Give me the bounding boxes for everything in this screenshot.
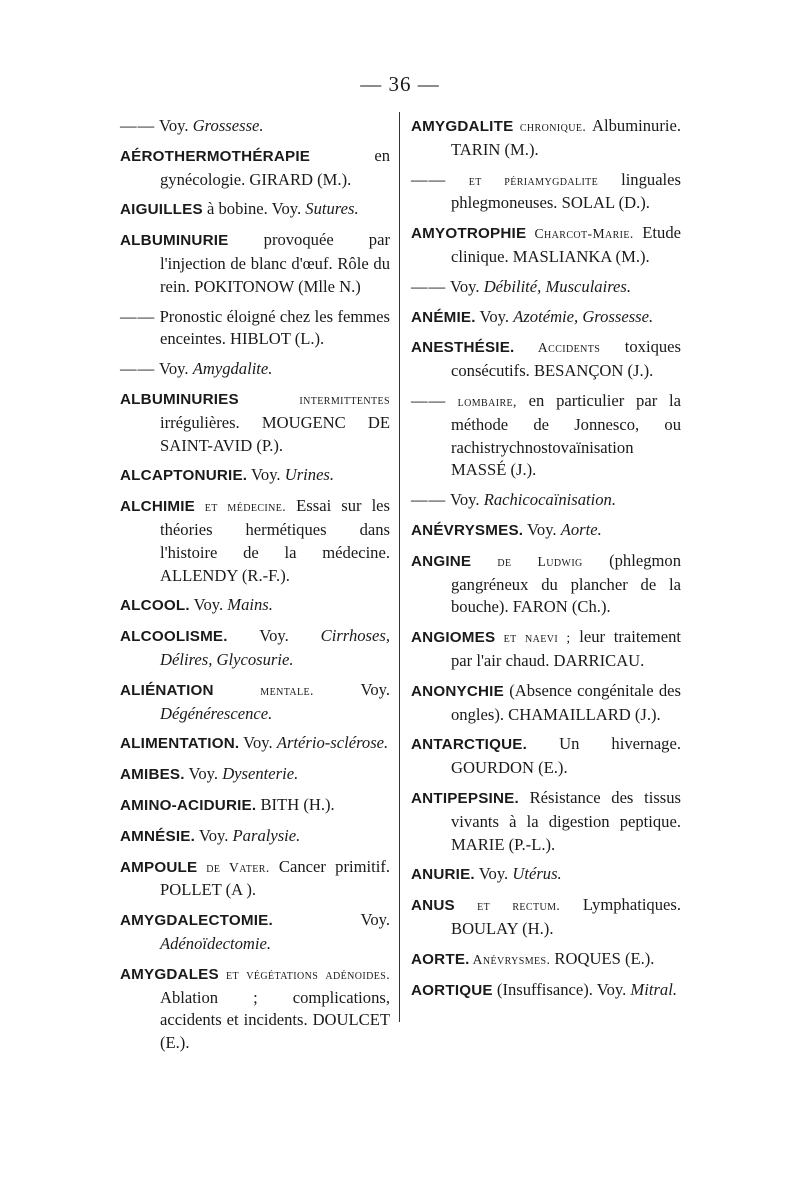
index-entry: [411, 680, 681, 727]
entry-qualifier: intermittentes: [238, 391, 390, 407]
index-entry: [120, 198, 390, 222]
index-entry: [120, 229, 390, 298]
entry-heading: ALIÉNATION: [120, 681, 214, 699]
entry-text: Voy.: [475, 306, 514, 326]
entry-heading: ALCAPTONURIE.: [120, 467, 248, 485]
entry-heading: ANTARCTIQUE.: [411, 736, 528, 754]
index-entry: [120, 763, 390, 787]
entry-heading: AMINO-ACIDURIE.: [120, 796, 257, 814]
entry-heading: ANGIOMES: [411, 629, 496, 647]
index-entry: [411, 169, 681, 216]
entry-text: Pronostic éloigné chez les femmes enceintes. HIBLOT (L.).: [155, 306, 390, 349]
entry-text: ROQUES (E.).: [550, 948, 655, 968]
entry-text: (phlegmon gangréneux du plancher de la bouche). FARON (Ch.).: [451, 550, 681, 617]
entry-text: Voy.: [189, 595, 228, 615]
index-entry: [120, 963, 390, 1055]
entry-heading: ALBUMINURIES: [120, 390, 239, 408]
entry-heading: ANÉVRYSMES.: [411, 521, 524, 539]
entry-heading: ALBUMINURIE: [120, 232, 229, 250]
entry-heading: ALIMENTATION.: [120, 735, 240, 753]
entry-text: Voy.: [247, 465, 285, 485]
entry-text: BITH (H.).: [256, 794, 335, 814]
entry-qualifier: Accidents: [514, 340, 601, 356]
index-entry: [411, 626, 681, 673]
entry-text: Albuminurie. TARIN (M.).: [451, 116, 681, 159]
entry-text: Voy.: [474, 864, 513, 884]
index-entry: [411, 306, 681, 330]
index-entry: [411, 390, 681, 482]
entry-dash: ——: [120, 116, 156, 135]
index-entry: [120, 388, 390, 457]
entry-heading: ANESTHÉSIE.: [411, 339, 515, 357]
entry-qualifier: et naevi ;: [495, 630, 571, 646]
entry-text: leur traitement par l'air chaud. DARRICAU.: [451, 627, 681, 670]
entry-see-also: Grossesse.: [192, 116, 264, 135]
entry-heading: ANUS: [411, 897, 455, 915]
entry-see-also: Utérus.: [512, 864, 562, 884]
entry-text: irrégulières. MOUGENC DE SAINT-AVID (P.).: [160, 412, 390, 455]
entry-heading: AMYGDALES: [120, 965, 219, 983]
index-entry: [120, 306, 390, 352]
entry-see-also: Azotémie, Grossesse.: [513, 306, 654, 326]
index-entry: [120, 679, 390, 726]
index-entry: [411, 336, 681, 383]
column-divider: [399, 112, 400, 1022]
entry-qualifier: et rectum.: [454, 898, 561, 914]
entry-text: Voy.: [239, 733, 277, 753]
index-entry: [411, 550, 681, 619]
entry-text: Voy.: [523, 519, 561, 539]
entry-see-also: Débilité, Musculaires.: [483, 276, 632, 296]
entry-dash: ——: [411, 490, 447, 510]
entry-qualifier: chronique.: [513, 119, 587, 134]
entry-heading: AIGUILLES: [120, 201, 203, 219]
entry-text: Essai sur les théories hermétiques dans l'histoire de la médecine. ALLENDY (R.-F.).: [160, 496, 391, 585]
index-entry: [120, 856, 390, 903]
entry-qualifier: Charcot-Marie.: [526, 226, 634, 242]
entry-text: Voy.: [446, 490, 484, 510]
entry-text: Cancer primitif. POLLET (A ).: [160, 856, 390, 900]
entry-see-also: Cirrhoses, Délires, Glycosurie.: [160, 626, 390, 669]
entry-heading: AMPOULE: [120, 858, 198, 876]
entry-see-also: Amygdalite.: [192, 359, 273, 379]
entry-dash: ——: [411, 390, 447, 410]
entry-text: provoquée par l'injection de blanc d'œuf. Rôle du rein. POKITONOW (Mlle N.): [160, 230, 390, 296]
entry-see-also: Mitral.: [630, 979, 677, 999]
entry-text: Voy.: [313, 679, 390, 699]
entry-text: Voy.: [155, 359, 193, 379]
entry-heading: AMYGDALECTOMIE.: [120, 912, 273, 930]
entry-text: Voy.: [272, 910, 390, 930]
entry-heading: ANGINE: [411, 552, 472, 570]
index-entry: [120, 732, 390, 756]
entry-heading: AMYGDALITE: [411, 118, 514, 135]
index-entry: [411, 733, 681, 780]
entry-heading: ANURIE.: [411, 866, 475, 884]
index-entry: [411, 863, 681, 887]
entry-dash: ——: [411, 169, 447, 189]
index-entry: [120, 909, 390, 956]
entry-see-also: Sutures.: [305, 199, 359, 219]
entry-heading: AÉROTHERMOTHÉRAPIE: [120, 147, 311, 165]
entry-see-also: Paralysie.: [232, 825, 301, 845]
entry-heading: AORTE.: [411, 950, 470, 968]
index-entry: [411, 489, 681, 512]
entry-dash: ——: [411, 276, 447, 296]
entry-text: toxiques consécutifs. BESANÇON (J.).: [451, 337, 681, 381]
entry-qualifier: de Vater.: [197, 859, 270, 875]
entry-text: linguales phlegmoneuses. SOLAL (D.).: [451, 169, 681, 213]
entry-text: Etude clinique. MASLIANKA (M.).: [451, 223, 681, 266]
entry-see-also: Rachicocaïnisation.: [483, 490, 616, 510]
entry-text: Ablation ; complications, accidents et incidents. DOULCET (E.).: [160, 987, 390, 1053]
entry-see-also: Urines.: [284, 465, 335, 485]
entry-text: Un hivernage. GOURDON (E.).: [451, 734, 681, 778]
index-entry: [411, 222, 681, 269]
index-entry: [120, 794, 390, 818]
entry-heading: AMNÉSIE.: [120, 827, 196, 845]
index-entry: [411, 979, 681, 1003]
entry-heading: AMYOTROPHIE: [411, 225, 527, 243]
entry-see-also: Aorte.: [560, 519, 602, 539]
index-entry: [120, 594, 390, 618]
entry-text: en particulier par la méthode de Jonnesco, ou rachistrychnostovaïnisation MASSÉ (J.).: [451, 390, 681, 480]
index-entry: [411, 948, 681, 972]
entry-text: Voy.: [184, 764, 223, 784]
entry-qualifier: Anévrysmes.: [469, 951, 551, 967]
entry-text: Lymphatiques. BOULAY (H.).: [451, 895, 681, 938]
entry-heading: ALCOOL.: [120, 597, 190, 615]
index-entry: [120, 495, 390, 587]
entry-heading: ALCHIMIE: [120, 498, 196, 516]
entry-see-also: Dégénérescence.: [160, 703, 273, 723]
entry-heading: ANTIPEPSINE.: [411, 789, 519, 807]
entry-text: en gynécologie. GIRARD (M.).: [160, 145, 390, 189]
entry-text: (Insuffisance). Voy.: [492, 979, 631, 999]
entry-qualifier: et périamygdalite: [446, 172, 599, 188]
entry-qualifier: et végétations adénoides.: [218, 966, 390, 982]
entry-text: Voy.: [155, 116, 193, 135]
index-entry: [120, 115, 390, 138]
entry-heading: AORTIQUE: [411, 981, 493, 999]
index-entry: [411, 519, 681, 543]
index-entry: [411, 894, 681, 941]
entry-text: Voy.: [446, 276, 484, 296]
entry-see-also: Mains.: [227, 595, 273, 615]
entry-text: à bobine. Voy.: [202, 199, 306, 219]
entry-heading: ANONYCHIE: [411, 682, 504, 700]
entry-dash: ——: [120, 359, 156, 379]
entry-heading: ALCOOLISME.: [120, 628, 228, 646]
entry-qualifier: et médecine.: [195, 499, 287, 515]
index-entry: [120, 825, 390, 849]
index-entry: [120, 145, 390, 192]
entry-text: Résistance des tissus vivants à la digestion peptique. MARIE (P.-L.).: [451, 787, 681, 854]
entry-text: Voy.: [195, 825, 233, 845]
index-entry: [411, 276, 681, 299]
entry-see-also: Dysenterie.: [222, 764, 299, 784]
right-column: [411, 115, 681, 1009]
index-entry: [411, 115, 681, 162]
entry-see-also: Adénoïdectomie.: [160, 933, 272, 953]
index-entry: [120, 464, 390, 488]
entry-dash: ——: [120, 306, 156, 326]
entry-qualifier: mentale.: [213, 682, 314, 698]
index-entry: [411, 787, 681, 856]
entry-heading: AMIBES.: [120, 766, 185, 784]
entry-text: Voy.: [227, 626, 321, 646]
entry-text: (Absence congénitale des ongles). CHAMAILLARD (J.).: [451, 680, 681, 724]
index-entry: [120, 358, 390, 381]
entry-qualifier: de Ludwig: [471, 553, 583, 569]
entry-see-also: Artério-sclérose.: [276, 733, 389, 753]
left-column: [120, 115, 390, 1062]
entry-heading: ANÉMIE.: [411, 308, 476, 326]
entry-qualifier: lombaire,: [446, 393, 517, 409]
index-entry: [120, 625, 390, 672]
page-number: — 36 —: [360, 72, 440, 96]
